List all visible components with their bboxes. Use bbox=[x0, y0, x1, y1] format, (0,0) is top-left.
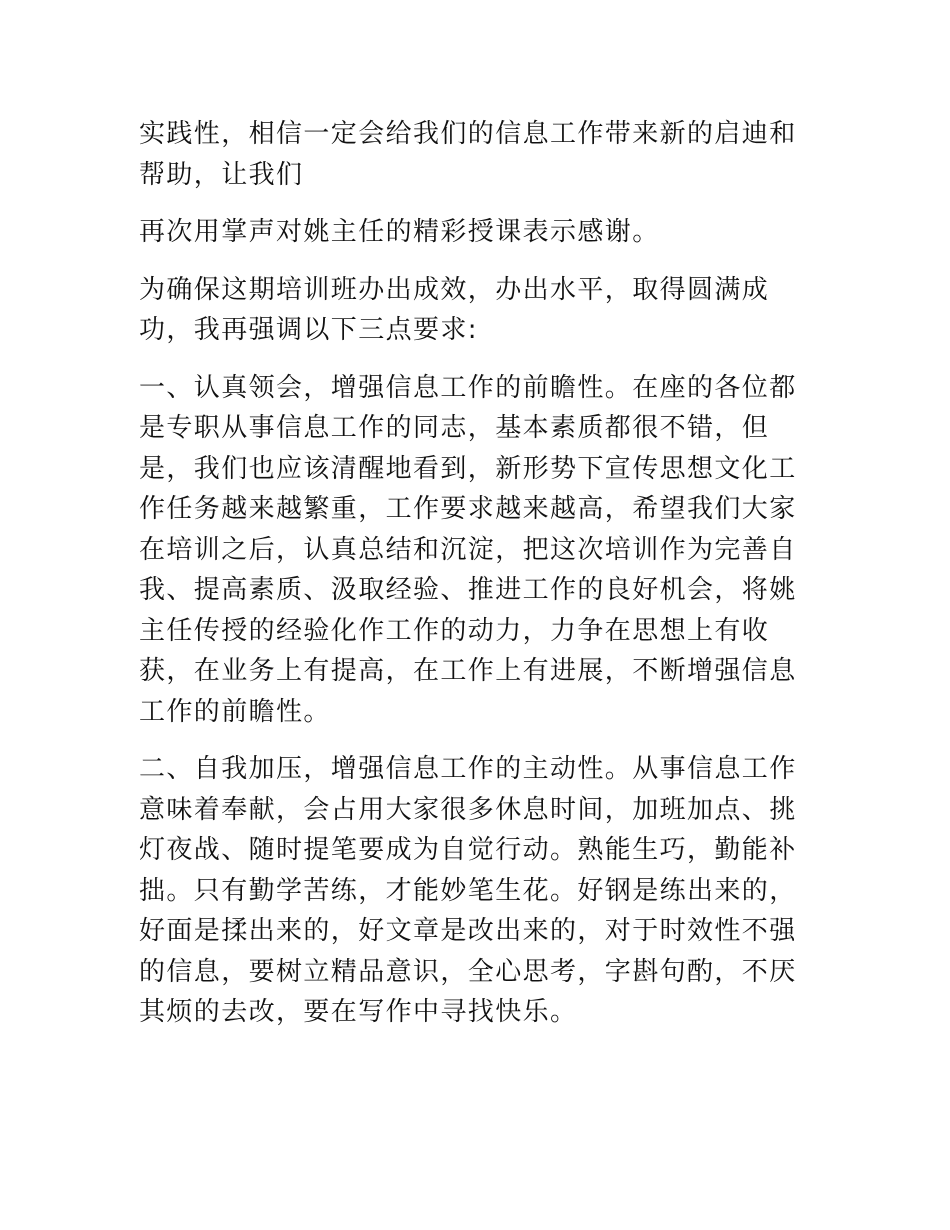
document-body bbox=[139, 114, 819, 1050]
paragraph-point-two: 二、自我加压，增强信息工作的主动性。从事信息工作意味着奉献，会占用大家很多休息时间，加班加点、挑灯夜战、随时提笔要成为自觉行动。熟能生巧，勤能补拙。只有勤学苦练，才能妙笔生花。好钢是练出来的，好面是揉出来的，好文章是改出来的，对于时效性不强的信息，要树立精品意识，全心思考，字斟句酌，不厌其烦的去改，要在写作中寻找快乐。 bbox=[139, 754, 797, 1027]
paragraph-requirements-intro: 为确保这期培训班办出成效，办出水平，取得圆满成功，我再强调以下三点要求: bbox=[139, 274, 770, 345]
paragraph-point-one: 一、认真领会，增强信息工作的前瞻性。在座的各位都是专职从事信息工作的同志，基本素质都很不错，但是，我们也应该清醒地看到，新形势下宣传思想文化工作任务越来越繁重，工作要求越来越高，希望我们大家在培训之后，认真总结和沉淀，把这次培训作为完善自我、提高素质、汲取经验、推进工作的良好机会，将姚主任传授的经验化作工作的动力，力争在思想上有收获，在业务上有提高，在工作上有进展，不断增强信息工作的前瞻性。 bbox=[139, 372, 797, 727]
paragraph-continuation: 实践性，相信一定会给我们的信息工作带来新的启迪和帮助，让我们 bbox=[139, 119, 797, 190]
paragraph-thanks: 再次用掌声对姚主任的精彩授课表示感谢。 bbox=[139, 217, 660, 247]
